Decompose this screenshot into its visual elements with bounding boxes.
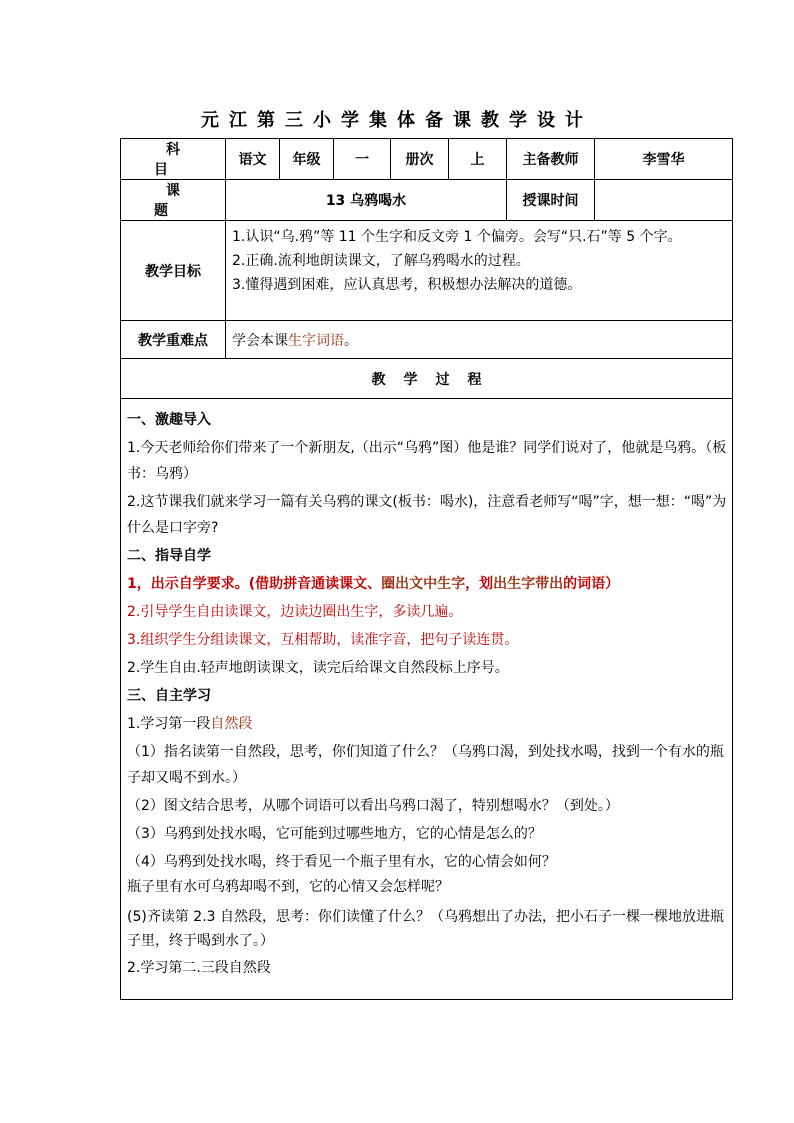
objectives-label: 教学目标 [121, 221, 226, 321]
keypoints-label: 教学重难点 [121, 321, 226, 359]
section-1-line-1: 1.今天老师给你们带来了一个新朋友,（出示“乌鸦”图）他是谁？同学们说对了，他就是乌鸦。（板书：乌鸦） [127, 440, 727, 482]
page-title: 元江第三小学集体备课教学设计 [201, 110, 593, 131]
keypoints-text-b: 生字词语 [288, 332, 344, 349]
process-body [121, 399, 733, 1000]
volume-value: 上 [449, 139, 507, 180]
keypoints-row [121, 321, 733, 359]
section-2-line-3: 3.组织学生分组读课文，互相帮助，读准字音，把句子读连贯。 [127, 632, 519, 648]
lesson-plan-table [120, 138, 733, 1000]
keypoints-text-a: 学会本课 [232, 332, 288, 349]
section-3-para-2: （2）图文结合思考，从哪个词语可以看出乌鸦口渴了，特别想喝水？（到处。） [127, 798, 619, 814]
teacher-label: 主备教师 [507, 139, 595, 180]
lesson-value: 13 乌鸦喝水 [226, 180, 507, 221]
teacher-value: 李雪华 [595, 139, 733, 180]
section-2-line-2: 2.引导学生自由读课文，边读边圈出生字，多读几遍。 [127, 604, 463, 620]
section-2-line-4: 2.学生自由.轻声地朗读课文，读完后给课文自然段标上序号。 [127, 660, 509, 676]
objective-item-1: 1.认识“乌.鸦”等 11 个生字和反文旁 1 个偏旁。会写“只.石”等 5 个字。 [232, 229, 682, 245]
section-3-para-3: （3）乌鸦到处找水喝，它可能到过哪些地方，它的心情是怎么的？ [127, 826, 542, 842]
keypoints-text-c: 。 [344, 332, 358, 349]
section-1-line-2: 2.这节课我们就来学习一篇有关乌鸦的课文(板书：喝水)，注意看老师写“喝”字，想一想：“喝”为什么是口字旁? [127, 494, 727, 536]
process-body-row [121, 399, 733, 1000]
section-3-para-5: (5)齐读第 2.3 自然段，思考：你们读懂了什么？（乌鸦想出了办法，把小石子一棵一棵地放进瓶子里，终于喝到水了。） [127, 909, 724, 949]
grade-value: 一 [334, 139, 391, 180]
objectives-row [121, 221, 733, 321]
keypoints-content [226, 321, 733, 359]
section-3-line-2: 2.学习第二.三段自然段 [127, 960, 271, 976]
subject-label: 科 目 [121, 139, 226, 180]
process-title: 教学过程 [121, 359, 733, 399]
section-3-para-1: （1）指名读第一自然段，思考，你们知道了什么？（乌鸦口渴，到处找水喝，找到一个有水的瓶子却又喝不到水。） [127, 744, 724, 786]
section-3-line-1: 1.学习第一段自然段 [127, 716, 253, 732]
objective-item-2: 2.正确.流利地朗读课文，了解乌鸦喝水的过程。 [232, 253, 530, 269]
header-row-1 [121, 139, 733, 180]
section-3-para-4: （4）乌鸦到处找水喝，终于看见一个瓶子里有水，它的心情会如何？ [127, 854, 556, 870]
section-2-line-1: 1，出示自学要求。(借助拼音通读课文、圈出文中生字，划出生字带出的词语） [127, 576, 620, 592]
volume-label: 册次 [391, 139, 449, 180]
subject-value: 语文 [226, 139, 280, 180]
section-3-para-4b: 瓶子里有水可乌鸦却喝不到，它的心情又会怎样呢？ [127, 879, 449, 895]
objectives-content [226, 221, 733, 321]
time-label: 授课时间 [507, 180, 595, 221]
grade-label: 年级 [280, 139, 334, 180]
section-2-heading: 二、指导自学 [127, 548, 211, 564]
objective-item-3: 3.懂得遇到困难，应认真思考，积极想办法解决的道德。 [232, 277, 582, 293]
time-value [595, 180, 733, 221]
header-row-2 [121, 180, 733, 221]
lesson-label: 课 题 [121, 180, 226, 221]
section-3-heading: 三、自主学习 [127, 688, 211, 704]
process-title-row [121, 359, 733, 399]
section-1-heading: 一、激趣导入 [127, 412, 211, 428]
